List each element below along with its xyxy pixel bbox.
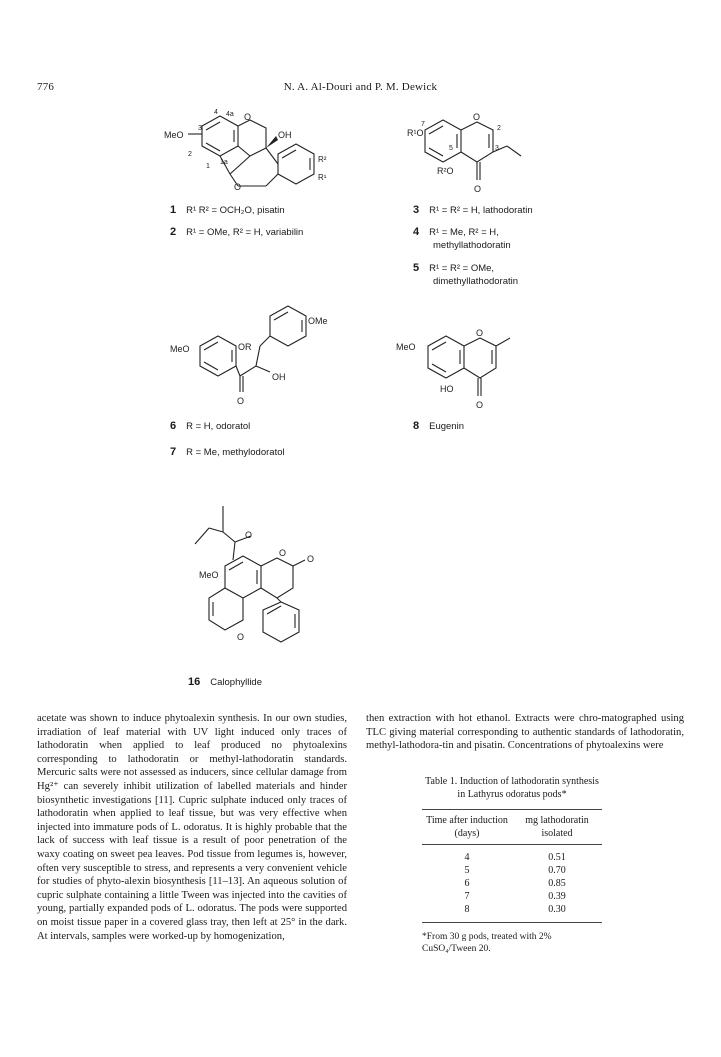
compound-6-caption: 6 R = H, odoratol xyxy=(170,420,251,432)
running-title: N. A. Al-Douri and P. M. Dewick xyxy=(283,81,438,93)
table-row: 4 0.51 xyxy=(464,852,566,863)
meo-label: MeO xyxy=(164,130,184,140)
compound-3-caption: 3 R¹ = R² = H, lathodoratin xyxy=(413,204,533,216)
calophyllide-structure xyxy=(175,498,355,668)
o-label: O xyxy=(245,530,253,540)
compound-7-caption: 7 R = Me, methylodoratol xyxy=(170,446,285,458)
locant: 1 xyxy=(206,163,210,170)
o-label: O xyxy=(279,548,287,558)
right-column-text: then extraction with hot ethanol. Extracts were chro-matographed using TLC giving material corresponding to authentic standards of lathodoratin, methyl-lathodora-tin and pisatin. Concentrations of phytoalexins were xyxy=(366,713,684,752)
locant: 7 xyxy=(421,121,425,128)
o-label: O xyxy=(234,182,242,192)
o-label: O xyxy=(476,400,484,410)
meo-label: MeO xyxy=(199,570,219,580)
pterocarpan-structure xyxy=(150,108,350,198)
locant: 2 xyxy=(497,125,501,132)
r1-label: R¹ xyxy=(318,173,327,182)
table-caption: Table 1. Induction of lathodoratin synthesis in Lathyrus odoratus pods* xyxy=(425,776,599,800)
table-header-mg: mg lathodoratin isolated xyxy=(525,815,589,839)
locant: 4 xyxy=(214,109,218,116)
r2o-label: R²O xyxy=(437,166,454,176)
locant: 3 xyxy=(198,125,202,132)
o-label: O xyxy=(237,632,245,642)
locant: 3 xyxy=(495,145,499,152)
r1o-label: R¹O xyxy=(407,128,424,138)
compound-8-caption: 8 Eugenin xyxy=(413,420,464,432)
lathodoratin-structure xyxy=(385,108,555,198)
table-row: 7 0.39 xyxy=(464,891,566,902)
locant: 1a xyxy=(220,159,228,166)
table-footnote: *From 30 g pods, treated with 2% CuSO₄/Tween 20. xyxy=(422,932,552,954)
left-column-text: acetate was shown to induce phytoalexin synthesis. In our own studies, irradiation of leaf material with UV light induced only traces of lathodoratin when applied to leaf produced no phytoalexins corresponding to lathodoratin or methyl-lathodoratin standards. Mercuric salts were not assessed as inducers, since cellular damage from Hg²⁺ can severely inhibit utilization of labelled materials and hinder biosynthetic investigations [11]. Cupric sulphate induced only traces of lathodoratin when applied to leaf tissue, but was very effective when injected into immature pods of L. odoratus. It is highly probable that the lack of success with leaf tissue is a result of poor penetration of the waxy coating on sweet pea leaves. Pod tissue from legumes is, however, often very susceptible to stress, and represents a very convenient vehicle for studies of phyto-alexin biosynthesis [11–13]. An aqueous solution of cupric sulphate containing a little Tween was injected into the cavities of young, partially expanded pods of L. odoratus. The pods were supported on moist tissue paper in a covered glass tray, then left at 25° in the dark. At intervals, samples were worked-up by homogenization, xyxy=(37,713,347,942)
odoratol-structure xyxy=(160,302,360,412)
compound-2-caption: 2 R¹ = OMe, R² = H, variabilin xyxy=(170,226,304,238)
r2-label: R² xyxy=(318,155,327,164)
table-row: 5 0.70 xyxy=(464,865,566,876)
locant: 2 xyxy=(188,151,192,158)
o-label: O xyxy=(474,184,482,194)
table-row: 6 0.85 xyxy=(464,878,566,889)
meo-label: MeO xyxy=(396,342,416,352)
page-number: 776 xyxy=(37,81,55,93)
o-label: O xyxy=(476,328,484,338)
or-label: OR xyxy=(238,342,252,352)
o-label: O xyxy=(473,112,481,122)
o-label: O xyxy=(307,554,315,564)
eugenin-structure xyxy=(390,326,540,416)
locant: 4a xyxy=(226,111,234,118)
oh-label: OH xyxy=(278,130,292,140)
table-1 xyxy=(422,775,602,955)
table-row: 8 0.30 xyxy=(464,904,566,915)
o-label: O xyxy=(244,112,252,122)
o-label: O xyxy=(237,396,245,406)
compound-5-caption: 5 R¹ = R² = OMe, dimethyllathodoratin xyxy=(413,262,519,287)
compound-1-caption: 1 R¹ R² = OCH₂O, pisatin xyxy=(170,204,285,216)
oh-label: OH xyxy=(272,372,286,382)
ome-label: OMe xyxy=(308,316,328,326)
table-header-days: Time after induction (days) xyxy=(426,815,508,839)
compound-16-caption: 16 Calophyllide xyxy=(188,676,263,688)
compound-4-caption: 4 R¹ = Me, R² = H, methyllathodoratin xyxy=(413,226,511,251)
meo-label: MeO xyxy=(170,344,190,354)
ho-label: HO xyxy=(440,384,454,394)
locant: 5 xyxy=(449,145,453,152)
